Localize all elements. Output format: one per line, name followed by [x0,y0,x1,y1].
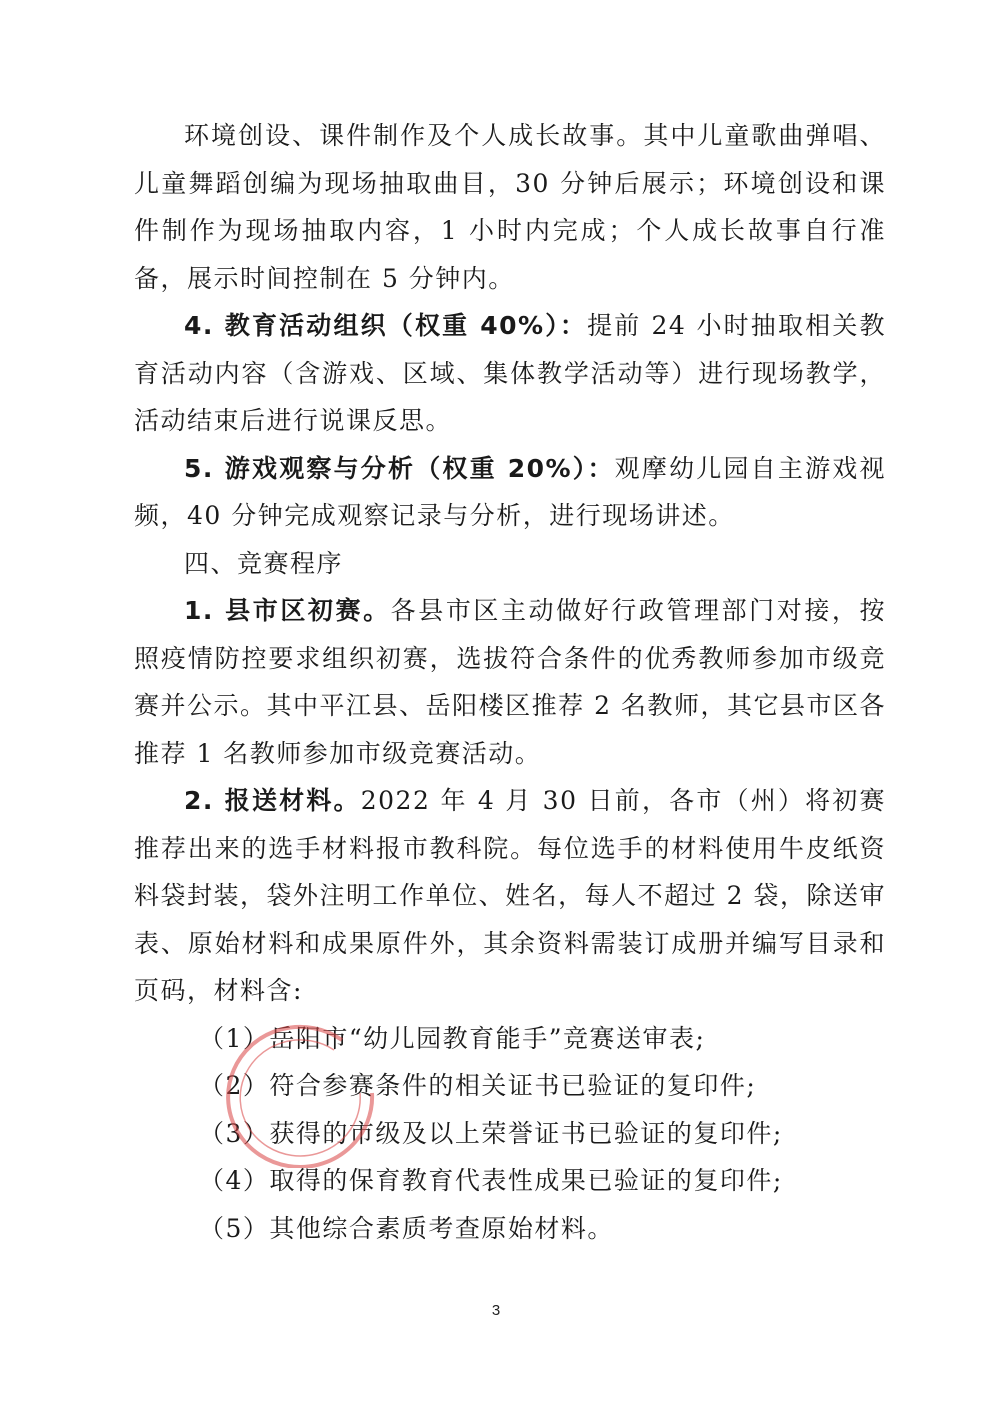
paragraph-text: 各县市区主动做好行政管理部门对接，按照疫情防控要求组织初赛，选拔符合条件的优秀教师参加市级竞赛并公示。其中平江县、岳阳楼区推荐 2 名教师，其它县市区各推荐 1 名教师参加市级竞赛活动。 [134,596,886,768]
paragraph-text: 提前 24 小时抽取相关教育活动内容（含游戏、区域、集体教学活动等）进行现场教学，活动结束后进行说课反思。 [134,311,886,435]
paragraph-procedure-1 [134,587,886,777]
paragraph-item-4 [134,302,886,445]
paragraph-procedure-2 [134,777,886,1015]
paragraph-lead: 4. 教育活动组织（权重 40%）： [184,311,588,340]
paragraph-lead: 5. 游戏观察与分析（权重 20%）： [184,453,615,483]
list-item: （5）其他综合素质考查原始材料。 [199,1213,614,1243]
list-item: （2）符合参赛条件的相关证书已验证的复印件; [199,1071,757,1100]
paragraph-text: 观摩幼儿园自主游戏视频，40 分钟完成观察记录与分析，进行现场讲述。 [134,453,886,530]
paragraph-item-5 [134,445,886,540]
paragraph-text: 环境创设、课件制作及个人成长故事。其中儿童歌曲弹唱、儿童舞蹈创编为现场抽取曲目，30 分钟后展示；环境创设和课件制作为现场抽取内容，1 小时内完成；个人成长故事自行准备，展示时间控制在 5 分钟内。 [134,121,886,293]
paragraph-text: 2022 年 4 月 30 日前，各市（州）将初赛推荐出来的选手材料报市教科院。每位选手的材料使用牛皮纸资料袋封装，袋外注明工作单位、姓名，每人不超过 2 袋，除送审表、原始材料和成果原件外，其余资料需装订成册并编写目录和页码，材料含: [134,786,886,1005]
paragraph-lead: 1. 县市区初赛。 [184,596,391,625]
page-number: 3 [491,1302,501,1319]
list-item: （4）取得的保育教育代表性成果已验证的复印件; [199,1166,783,1195]
materials-list [134,1015,886,1253]
list-item: （3）获得的市级及以上荣誉证书已验证的复印件; [199,1118,783,1148]
list-item: （1）岳阳市“幼儿园教育能手”竞赛送审表; [199,1023,706,1053]
paragraph-lead: 2. 报送材料。 [184,786,361,815]
document-body [134,112,886,1252]
section-heading: 四、竞赛程序 [184,548,344,578]
paragraph-continuation [134,112,886,302]
